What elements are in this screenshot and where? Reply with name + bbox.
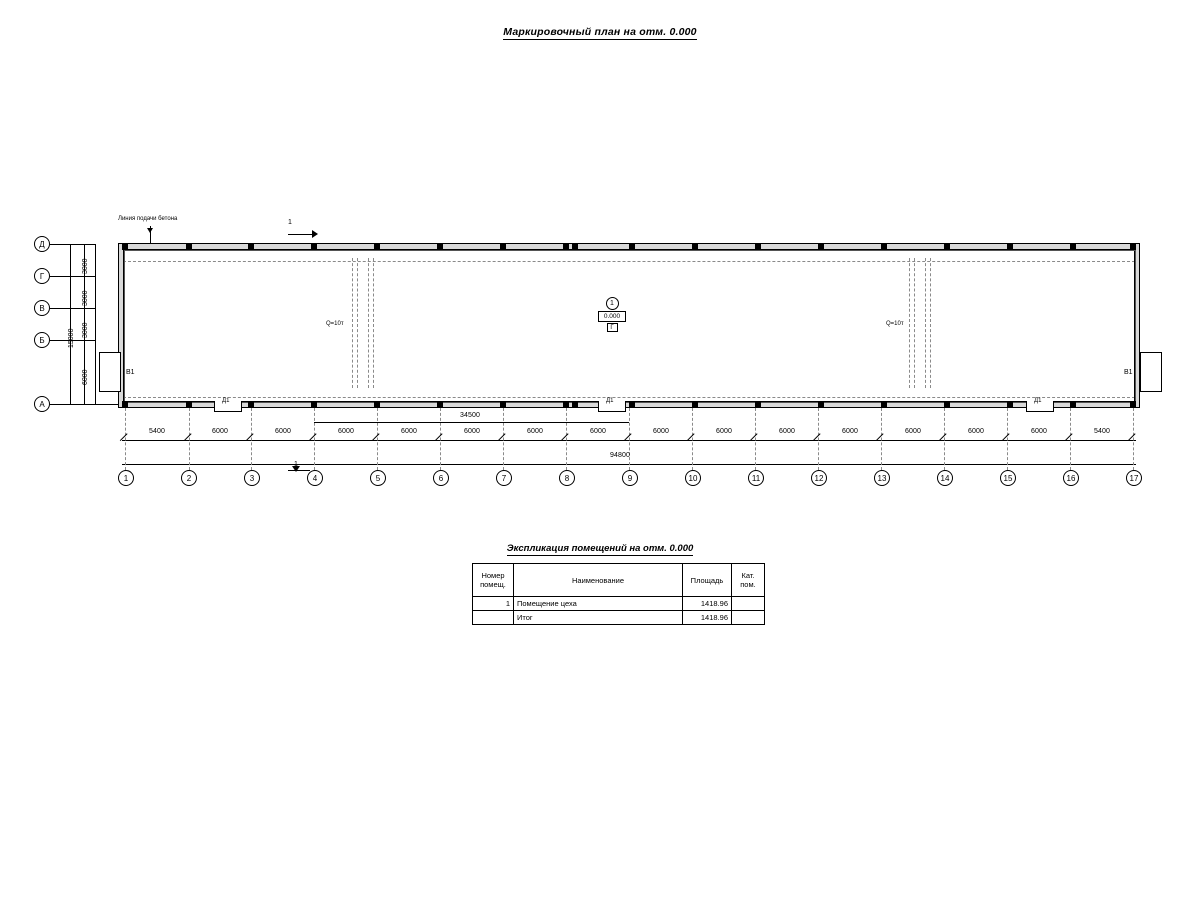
column	[755, 243, 761, 250]
room-table-body	[473, 597, 765, 625]
dim-tick	[1128, 433, 1141, 446]
header-room-number-line1: Номер	[481, 571, 505, 580]
axis-bubble-horizontal[interactable]: 9	[622, 470, 638, 486]
column	[1130, 401, 1136, 408]
axis-bubble-horizontal[interactable]: 14	[937, 470, 953, 486]
axis-bubble-horizontal[interactable]: 17	[1126, 470, 1142, 486]
crane-line	[352, 258, 353, 388]
column	[437, 243, 443, 250]
partial-dim-line	[314, 422, 629, 423]
column	[437, 401, 443, 408]
axis-bubble-horizontal[interactable]: 11	[748, 470, 764, 486]
column	[311, 243, 317, 250]
room-table-title	[0, 543, 1200, 554]
crane-line	[925, 258, 926, 388]
dim-tick	[939, 433, 952, 446]
gate-label-left: Д1	[222, 398, 230, 404]
column	[311, 401, 317, 408]
dim-text: 5400	[149, 428, 165, 435]
cell-room-area: 1418.96	[683, 611, 732, 625]
crane-line	[914, 258, 915, 388]
gate-label-right: Д1	[1034, 398, 1042, 404]
table-header-row	[473, 564, 765, 597]
axis-bubble-vertical[interactable]: А	[34, 396, 50, 412]
dim-text: 6000	[968, 428, 984, 435]
gate-label-mid: Д1	[606, 398, 614, 404]
header-room-name: Наименование	[514, 564, 683, 597]
crane-line	[357, 258, 358, 388]
dim-tick	[309, 433, 322, 446]
section-arrow-icon	[312, 230, 318, 238]
axis-bubble-horizontal[interactable]: 2	[181, 470, 197, 486]
column	[563, 243, 569, 250]
dim-text: 6000	[527, 428, 543, 435]
axis-bubble-vertical[interactable]: Д	[34, 236, 50, 252]
cell-room-number: 1	[473, 597, 514, 611]
dim-tick	[813, 433, 826, 446]
axis-bubble-vertical[interactable]: Г	[34, 268, 50, 284]
crane-capacity-left: Q=10т	[326, 321, 344, 327]
dim-tick	[79, 404, 89, 405]
axis-bubble-horizontal[interactable]: 12	[811, 470, 827, 486]
axis-bubble-horizontal[interactable]: 13	[874, 470, 890, 486]
dim-tick	[561, 433, 574, 446]
dim-text: 6000	[401, 428, 417, 435]
cell-room-number	[473, 611, 514, 625]
column	[881, 401, 887, 408]
dim-text: 6000	[653, 428, 669, 435]
axis-bubble-horizontal[interactable]: 4	[307, 470, 323, 486]
column	[818, 401, 824, 408]
column	[248, 401, 254, 408]
dim-text: 6000	[842, 428, 858, 435]
column	[1070, 243, 1076, 250]
column	[248, 243, 254, 250]
axis-bubble-horizontal[interactable]: 3	[244, 470, 260, 486]
column	[374, 243, 380, 250]
column	[122, 401, 128, 408]
dim-text: 6000	[338, 428, 354, 435]
dim-tick	[1002, 433, 1015, 446]
dim-tick	[79, 308, 89, 309]
column	[572, 401, 578, 408]
leader-arrow-icon	[147, 228, 153, 233]
vertical-dim-line-inner	[95, 244, 96, 404]
entrance-vestibule-right	[1140, 352, 1162, 392]
dim-tick	[79, 276, 89, 277]
dim-tick	[120, 433, 133, 446]
column	[881, 243, 887, 250]
dim-text: 5400	[1094, 428, 1110, 435]
room-schedule-table	[472, 563, 765, 625]
room-category: Г	[607, 323, 618, 332]
column	[374, 401, 380, 408]
plan-title-text: Маркировочный план на отм. 0.000	[503, 26, 697, 38]
entrance-vestibule-left	[99, 352, 121, 392]
dim-tick	[1065, 433, 1078, 446]
column	[572, 243, 578, 250]
header-room-category	[732, 564, 765, 597]
entrance-label-right: В1	[1124, 369, 1133, 376]
vertical-dim-text: 3000	[82, 258, 89, 274]
concrete-supply-note: Линия подачи бетона	[118, 216, 178, 222]
axis-bubble-horizontal[interactable]: 16	[1063, 470, 1079, 486]
crane-line	[368, 258, 369, 388]
room-level: 0.000	[598, 311, 626, 322]
section-mark-top-label: 1	[288, 219, 292, 226]
vertical-dim-text: 3000	[82, 290, 89, 306]
dim-tick	[372, 433, 385, 446]
column	[944, 243, 950, 250]
cell-room-name: Итог	[514, 611, 683, 625]
vertical-total-dim-text: 15000	[68, 328, 75, 348]
dim-text: 6000	[716, 428, 732, 435]
dim-tick	[79, 340, 89, 341]
column	[1007, 401, 1013, 408]
total-dim-text: 94800	[610, 452, 630, 459]
header-room-category-line2: пом.	[740, 580, 756, 589]
header-room-number-line2: помещ.	[480, 580, 506, 589]
dim-tick	[876, 433, 889, 446]
dim-text: 6000	[905, 428, 921, 435]
dim-tick	[184, 433, 197, 446]
partial-dim-text: 34500	[460, 412, 480, 419]
column	[944, 401, 950, 408]
column	[755, 401, 761, 408]
dim-text: 6000	[1031, 428, 1047, 435]
dim-tick	[687, 433, 700, 446]
column	[692, 243, 698, 250]
column	[1070, 401, 1076, 408]
column	[563, 401, 569, 408]
table-row	[473, 597, 765, 611]
vertical-dim-text: 6000	[82, 369, 89, 385]
dim-text: 6000	[464, 428, 480, 435]
crane-line	[930, 258, 931, 388]
column	[629, 243, 635, 250]
cell-room-category	[732, 611, 765, 625]
axis-bubble-horizontal[interactable]: 6	[433, 470, 449, 486]
column	[500, 243, 506, 250]
entrance-label-left: В1	[126, 369, 135, 376]
crane-capacity-right: Q=10т	[886, 321, 904, 327]
room-number: 1	[606, 297, 619, 310]
table-row	[473, 611, 765, 625]
axis-bubble-horizontal[interactable]: 1	[118, 470, 134, 486]
dim-tick	[246, 433, 259, 446]
axis-bubble-horizontal[interactable]: 5	[370, 470, 386, 486]
axis-bubble-horizontal[interactable]: 15	[1000, 470, 1016, 486]
axis-bubble-horizontal[interactable]: 7	[496, 470, 512, 486]
column	[500, 401, 506, 408]
section-arrow-icon	[292, 466, 300, 472]
cell-room-category	[732, 597, 765, 611]
column	[1130, 243, 1136, 250]
vertical-dim-line-total	[70, 244, 71, 404]
column	[629, 401, 635, 408]
room-marker[interactable]	[597, 297, 627, 332]
crane-line	[373, 258, 374, 388]
dim-text: 6000	[590, 428, 606, 435]
dim-text: 6000	[275, 428, 291, 435]
column	[692, 401, 698, 408]
dim-tick	[624, 433, 637, 446]
interior-outline	[124, 250, 1136, 403]
header-room-category-line1: Кат.	[741, 571, 755, 580]
column	[122, 243, 128, 250]
dim-tick	[435, 433, 448, 446]
header-room-area: Площадь	[683, 564, 732, 597]
crane-line	[909, 258, 910, 388]
axis-bubble-vertical[interactable]: Б	[34, 332, 50, 348]
column	[186, 401, 192, 408]
column	[1007, 243, 1013, 250]
dim-tick	[750, 433, 763, 446]
cell-room-name: Помещение цеха	[514, 597, 683, 611]
dim-tick	[79, 244, 89, 245]
column	[818, 243, 824, 250]
dim-tick	[498, 433, 511, 446]
dim-text: 6000	[212, 428, 228, 435]
axis-bubble-vertical[interactable]: В	[34, 300, 50, 316]
axis-bubble-horizontal[interactable]: 8	[559, 470, 575, 486]
vertical-dim-text: 3000	[82, 322, 89, 338]
room-table-title-text: Экспликация помещений на отм. 0.000	[506, 543, 694, 554]
dim-text: 6000	[779, 428, 795, 435]
axis-bubble-horizontal[interactable]: 10	[685, 470, 701, 486]
cell-room-area: 1418.96	[683, 597, 732, 611]
room-table-head	[473, 564, 765, 597]
header-room-number	[473, 564, 514, 597]
column	[186, 243, 192, 250]
